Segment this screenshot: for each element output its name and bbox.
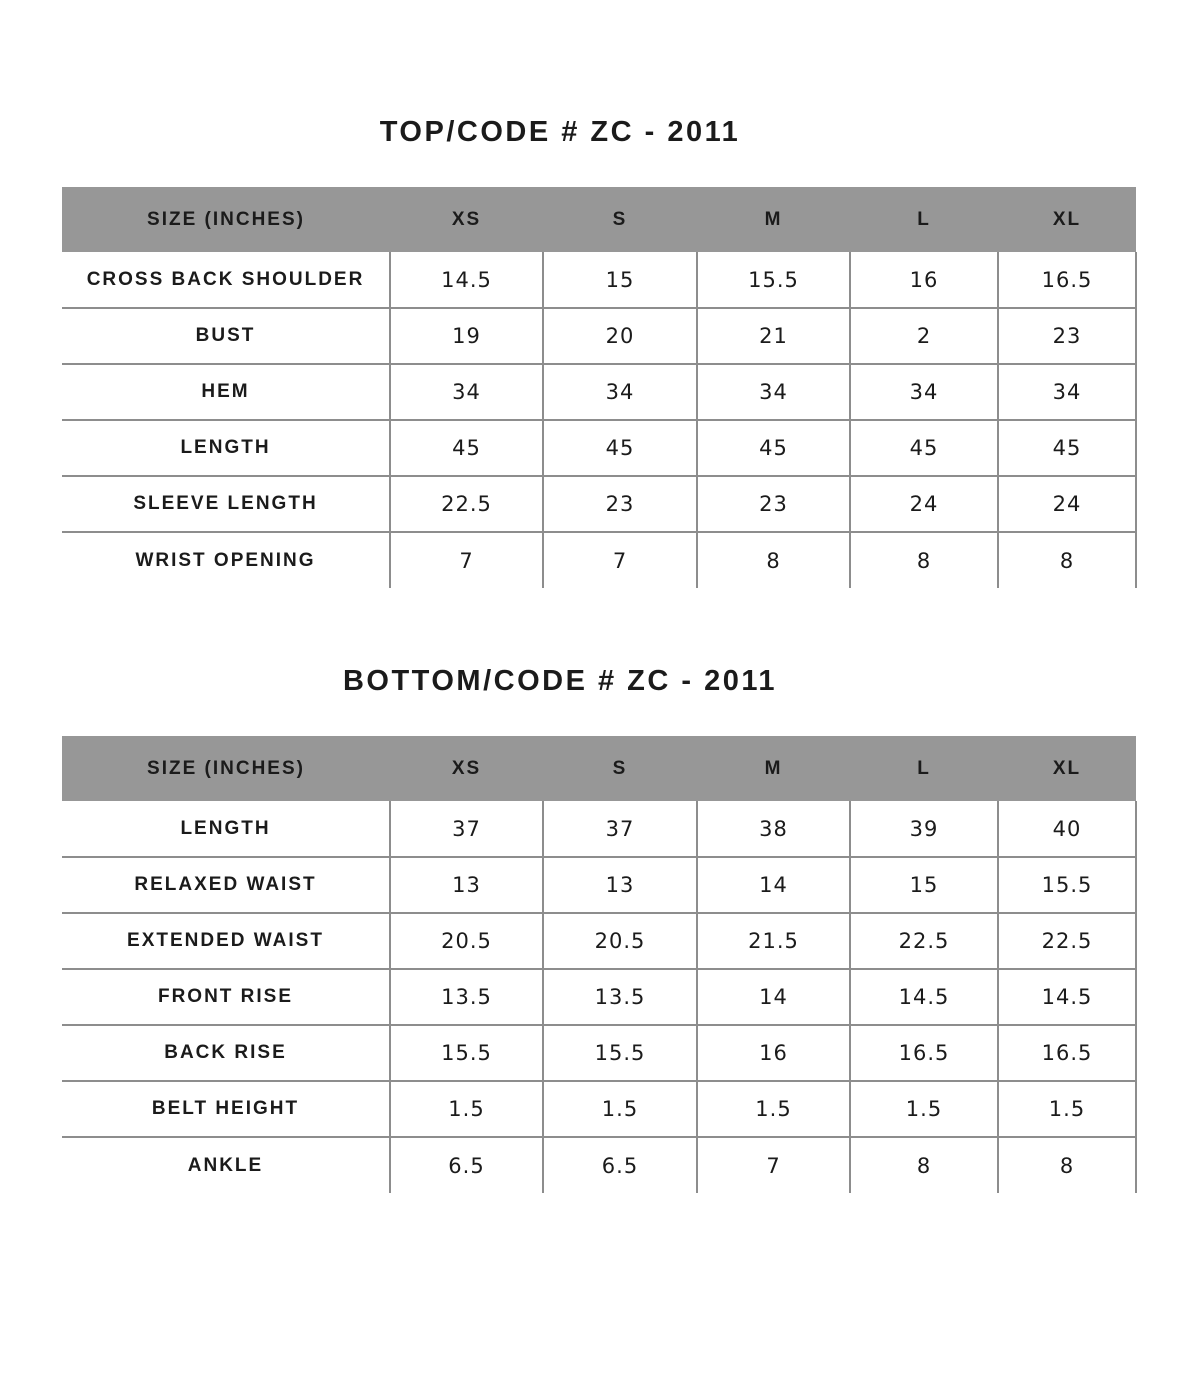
- table-row: [62, 913, 1136, 969]
- size-value: 15: [850, 857, 998, 913]
- size-value: 1.5: [697, 1081, 850, 1137]
- size-value: 13.5: [543, 969, 697, 1025]
- measurement-label: LENGTH: [62, 801, 390, 857]
- size-value: 7: [543, 532, 697, 588]
- size-value: 13.5: [390, 969, 543, 1025]
- size-value: 16: [697, 1025, 850, 1081]
- measurement-label: BACK RISE: [62, 1025, 390, 1081]
- size-value: 15.5: [697, 252, 850, 308]
- size-value: 23: [998, 308, 1136, 364]
- size-value: 22.5: [998, 913, 1136, 969]
- table-row: [62, 1025, 1136, 1081]
- column-header-m: M: [697, 187, 850, 252]
- measurement-label: BUST: [62, 308, 390, 364]
- measurement-label: SLEEVE LENGTH: [62, 476, 390, 532]
- table-row: [62, 308, 1136, 364]
- size-value: 45: [850, 420, 998, 476]
- table-body: [62, 252, 1136, 588]
- size-value: 19: [390, 308, 543, 364]
- bottom-size-chart-section: [0, 664, 1200, 1193]
- size-value: 15.5: [390, 1025, 543, 1081]
- table-row: [62, 969, 1136, 1025]
- top-size-chart-section: [0, 115, 1200, 588]
- table-title-bottom: BOTTOM/CODE # ZC - 2011: [342, 665, 778, 697]
- size-value: 14: [697, 857, 850, 913]
- size-table-bottom: [62, 736, 1137, 1193]
- size-value: 15.5: [543, 1025, 697, 1081]
- table-row: [62, 420, 1136, 476]
- table-row: [62, 364, 1136, 420]
- table-row: [62, 252, 1136, 308]
- page: [0, 115, 1200, 1391]
- measurement-label: ANKLE: [62, 1137, 390, 1193]
- size-value: 45: [998, 420, 1136, 476]
- size-value: 16.5: [998, 1025, 1136, 1081]
- measurement-label: RELAXED WAIST: [62, 857, 390, 913]
- size-value: 22.5: [850, 913, 998, 969]
- table-body: [62, 801, 1136, 1193]
- size-value: 45: [697, 420, 850, 476]
- size-value: 24: [998, 476, 1136, 532]
- size-value: 8: [850, 1137, 998, 1193]
- size-value: 37: [543, 801, 697, 857]
- table-row: [62, 1137, 1136, 1193]
- column-header-m: M: [697, 736, 850, 801]
- column-header-s: S: [543, 187, 697, 252]
- size-value: 1.5: [850, 1081, 998, 1137]
- size-value: 1.5: [543, 1081, 697, 1137]
- column-header-xl: XL: [998, 187, 1136, 252]
- table-row: [62, 532, 1136, 588]
- size-value: 14.5: [390, 252, 543, 308]
- measurement-label: FRONT RISE: [62, 969, 390, 1025]
- column-header-s: S: [543, 736, 697, 801]
- size-value: 7: [697, 1137, 850, 1193]
- size-value: 39: [850, 801, 998, 857]
- size-value: 34: [998, 364, 1136, 420]
- size-value: 34: [390, 364, 543, 420]
- table-title-top: TOP/CODE # ZC - 2011: [379, 116, 741, 148]
- header-row: [62, 187, 1136, 252]
- column-header-size: SIZE (INCHES): [62, 736, 390, 801]
- column-header-xs: XS: [390, 736, 543, 801]
- table-row: [62, 857, 1136, 913]
- size-value: 2: [850, 308, 998, 364]
- size-value: 6.5: [543, 1137, 697, 1193]
- column-header-size: SIZE (INCHES): [62, 187, 390, 252]
- measurement-label: LENGTH: [62, 420, 390, 476]
- size-value: 34: [543, 364, 697, 420]
- measurement-label: CROSS BACK SHOULDER: [62, 252, 390, 308]
- size-value: 14.5: [850, 969, 998, 1025]
- size-value: 38: [697, 801, 850, 857]
- table-row: [62, 801, 1136, 857]
- size-value: 20: [543, 308, 697, 364]
- measurement-label: WRIST OPENING: [62, 532, 390, 588]
- size-value: 45: [390, 420, 543, 476]
- size-value: 21.5: [697, 913, 850, 969]
- size-value: 1.5: [390, 1081, 543, 1137]
- size-value: 16.5: [850, 1025, 998, 1081]
- size-value: 40: [998, 801, 1136, 857]
- size-value: 8: [697, 532, 850, 588]
- table-row: [62, 1081, 1136, 1137]
- size-value: 34: [850, 364, 998, 420]
- size-value: 16.5: [998, 252, 1136, 308]
- size-value: 8: [850, 532, 998, 588]
- table-header: [62, 187, 1136, 252]
- size-value: 45: [543, 420, 697, 476]
- size-value: 8: [998, 1137, 1136, 1193]
- size-value: 21: [697, 308, 850, 364]
- size-value: 14.5: [998, 969, 1136, 1025]
- size-value: 20.5: [390, 913, 543, 969]
- size-value: 24: [850, 476, 998, 532]
- table-row: [62, 476, 1136, 532]
- measurement-label: HEM: [62, 364, 390, 420]
- size-value: 20.5: [543, 913, 697, 969]
- size-value: 34: [697, 364, 850, 420]
- size-value: 23: [543, 476, 697, 532]
- size-value: 15: [543, 252, 697, 308]
- size-value: 23: [697, 476, 850, 532]
- size-value: 22.5: [390, 476, 543, 532]
- size-value: 13: [543, 857, 697, 913]
- size-value: 1.5: [998, 1081, 1136, 1137]
- size-value: 6.5: [390, 1137, 543, 1193]
- size-value: 16: [850, 252, 998, 308]
- measurement-label: BELT HEIGHT: [62, 1081, 390, 1137]
- column-header-xs: XS: [390, 187, 543, 252]
- size-value: 13: [390, 857, 543, 913]
- column-header-xl: XL: [998, 736, 1136, 801]
- size-chart-page: [0, 115, 1200, 1193]
- size-value: 15.5: [998, 857, 1136, 913]
- header-row: [62, 736, 1136, 801]
- size-value: 7: [390, 532, 543, 588]
- size-table-top: [62, 187, 1137, 588]
- column-header-l: L: [850, 736, 998, 801]
- measurement-label: EXTENDED WAIST: [62, 913, 390, 969]
- size-value: 14: [697, 969, 850, 1025]
- column-header-l: L: [850, 187, 998, 252]
- table-header: [62, 736, 1136, 801]
- size-value: 8: [998, 532, 1136, 588]
- size-value: 37: [390, 801, 543, 857]
